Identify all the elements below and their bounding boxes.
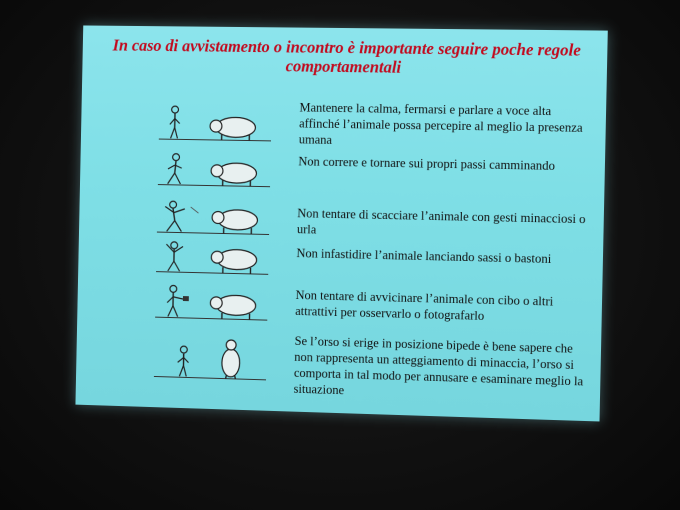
person-feeding-bear-icon bbox=[153, 279, 270, 328]
rule-row bbox=[77, 327, 601, 398]
rule-text: Se l’orso si erige in posizione bipede è bene sapere che non rappresenta un atteggiamento di minaccia, l’orso si comporta in tal modo per annusare e esaminare meglio la situazione bbox=[293, 333, 584, 398]
rule-row bbox=[82, 96, 606, 147]
person-threatening-bear-icon bbox=[155, 194, 272, 242]
slide-title: In caso di avvistamento o incontro è importante seguire poche regole comportamentali bbox=[112, 35, 582, 77]
person-standing-bear-icon bbox=[157, 101, 274, 148]
bear-standing-bipedal-icon bbox=[152, 337, 269, 386]
rule-text: Non infastidire l’animale lanciando sassi o bastoni bbox=[296, 246, 552, 266]
rule-text: Non tentare di avvicinare l’animale con cibo o altri attrattivi per osservarlo o fotografarlo bbox=[295, 287, 554, 323]
rule-row bbox=[78, 278, 602, 323]
rule-row bbox=[80, 193, 604, 237]
rule-text: Non tentare di scacciare l’animale con gesti minacciosi o urla bbox=[296, 206, 586, 237]
rule-text: Mantenere la calma, fermarsi e parlare a voce alta affinché l’animale possa percepire al meglio la presenza umana bbox=[298, 100, 583, 147]
presentation-slide bbox=[75, 25, 607, 421]
person-walking-bear-icon bbox=[156, 149, 273, 197]
person-throwing-bear-icon bbox=[154, 236, 271, 284]
rule-text: Non correre e tornare sui propri passi camminando bbox=[298, 154, 556, 173]
